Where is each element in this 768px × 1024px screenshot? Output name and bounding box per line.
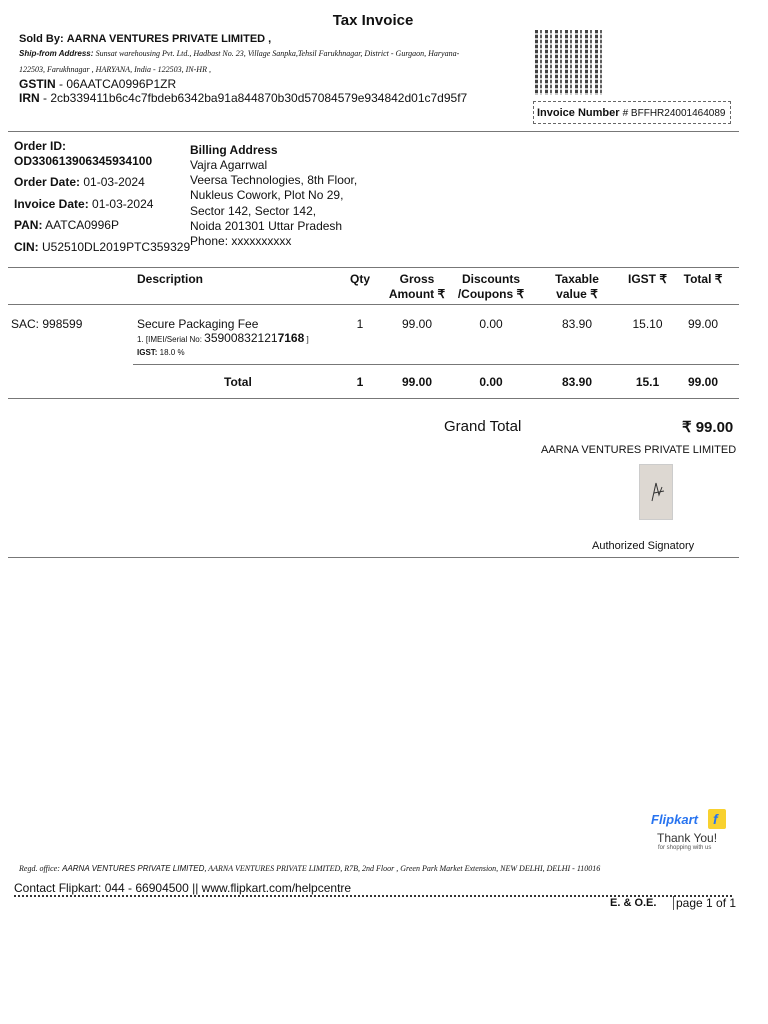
- sold-by-label: Sold By:: [19, 33, 64, 45]
- igst-rate: [137, 348, 185, 357]
- billing-line: Phone: xxxxxxxxxx: [190, 234, 292, 249]
- invoice-number: # BFFHR24001464089: [622, 108, 726, 119]
- pan-value: AATCA0996P: [45, 218, 119, 232]
- page-number: page 1 of 1: [673, 896, 736, 910]
- total-qty: 1: [356, 375, 364, 389]
- signature-image: [639, 464, 673, 520]
- thank-you: Thank You!: [657, 831, 718, 845]
- serial-prefix: 1. [IMEI/Serial No:: [137, 335, 205, 344]
- irn: [19, 91, 467, 105]
- contact-flipkart: Contact Flipkart: 044 - 66904500 || www.flipkart.com/helpcentre: [14, 881, 352, 895]
- pan: [14, 218, 119, 232]
- irn-label: IRN: [19, 91, 40, 105]
- header-igst: IGST ₹: [628, 272, 667, 286]
- billing-line: Veersa Technologies, 8th Floor,: [190, 173, 358, 188]
- grand-total-label: Grand Total: [444, 418, 522, 435]
- serial-bold: 7168: [277, 331, 305, 345]
- order-id: OD330613906345934100: [14, 154, 153, 168]
- serial-number: [137, 331, 309, 345]
- serial-suffix: ]: [304, 335, 309, 344]
- signatory-company: AARNA VENTURES PRIVATE LIMITED: [541, 444, 737, 456]
- regd-label: Regd. office:: [19, 864, 60, 873]
- total-gross: 99.00: [401, 375, 433, 389]
- invoice-date-label: Invoice Date:: [14, 197, 89, 211]
- total-igst: 15.1: [635, 375, 660, 389]
- invoice-date: [14, 197, 153, 211]
- sac-code: SAC: 998599: [11, 317, 83, 331]
- invoice-number-box: [533, 101, 731, 124]
- total-discount: 0.00: [479, 375, 503, 389]
- irn-value: - 2cb339411b6c4c7fbdeb6342ba91a844870b30d57084579e934842d01c7d95f7: [39, 91, 468, 105]
- regd-company: AARNA VENTURES PRIVATE LIMITED: [62, 864, 205, 873]
- order-date: [14, 175, 145, 189]
- header-description: Description: [137, 272, 204, 286]
- ship-from: [19, 49, 459, 58]
- authorized-signatory: Authorized Signatory: [592, 540, 695, 552]
- ship-from-label: Ship-from Address:: [19, 49, 94, 58]
- item-description: Secure Packaging Fee: [137, 317, 259, 331]
- cin-value: U52510DL2019PTC359329: [42, 240, 191, 254]
- igst-rate-value: 18.0 %: [157, 348, 185, 357]
- seller-name: AARNA VENTURES PRIVATE LIMITED ,: [66, 33, 272, 45]
- gross: 99.00: [401, 317, 433, 331]
- order-date-label: Order Date:: [14, 175, 81, 189]
- header-taxable: Taxable value ₹: [555, 272, 599, 301]
- billing-line: Nukleus Cowork, Plot No 29,: [190, 188, 344, 203]
- header-total: Total ₹: [683, 272, 723, 286]
- gstin-label: GSTIN: [19, 77, 56, 91]
- serial-value: 35900832121: [204, 331, 278, 345]
- igst-rate-label: IGST:: [137, 348, 158, 357]
- total: 99.00: [687, 317, 719, 331]
- billing-line: Sector 142, Sector 142,: [190, 203, 317, 218]
- qty: 1: [356, 317, 364, 331]
- flipkart-bag-icon: f: [708, 809, 726, 829]
- order-id-label: Order ID:: [14, 139, 67, 153]
- pan-label: PAN:: [14, 218, 43, 232]
- ship-from-line: Sunsat warehousing Pvt. Ltd., Hadbast No. 23, Village Sanpka,Tehsil Farukhnagar, District - Gurgaon, Haryana-: [95, 49, 460, 58]
- sold-by: [19, 33, 271, 45]
- qr-code-overlay: [535, 30, 603, 95]
- taxable: 83.90: [561, 317, 593, 331]
- billing-line: Noida 201301 Uttar Pradesh: [190, 218, 343, 233]
- regd-address: , AARNA VENTURES PRIVATE LIMITED, R7B, 2nd Floor , Green Park Market Extension, NEW DELHI, DELHI - 110016: [204, 864, 601, 873]
- eoe: E. & O.E.: [610, 897, 657, 909]
- cin: [14, 240, 190, 254]
- invoice-number-label: Invoice Number: [537, 107, 620, 119]
- total-taxable: 83.90: [561, 375, 593, 389]
- cin-label: CIN:: [14, 240, 39, 254]
- igst: 15.10: [632, 317, 663, 331]
- billing-line: Vajra Agarrwal: [190, 158, 268, 172]
- ship-from-line-2: 122503, Farukhnagar , HARYANA, India - 122503, IN-HR ,: [19, 65, 211, 74]
- registered-office: [19, 864, 600, 873]
- totals-label: Total: [224, 375, 252, 389]
- header-discounts: Discounts /Coupons ₹: [457, 272, 525, 301]
- gstin: [19, 77, 176, 91]
- billing-address: [190, 158, 357, 249]
- flipkart-logo: Flipkart: [651, 812, 698, 827]
- thank-you-sub: for shopping with us: [658, 845, 712, 851]
- signature-scribble: [640, 465, 674, 521]
- header-qty: Qty: [349, 272, 370, 286]
- invoice-date-value: 01-03-2024: [92, 197, 154, 211]
- header-gross: Gross Amount ₹: [388, 272, 446, 301]
- order-date-value: 01-03-2024: [83, 175, 145, 189]
- gstin-value: - 06AATCA0996P1ZR: [55, 77, 177, 91]
- total-total: 99.00: [687, 375, 719, 389]
- grand-total: ₹ 99.00: [682, 419, 734, 436]
- billing-address-label: Billing Address: [190, 143, 278, 157]
- page-title: Tax Invoice: [332, 12, 414, 29]
- discount: 0.00: [479, 317, 503, 331]
